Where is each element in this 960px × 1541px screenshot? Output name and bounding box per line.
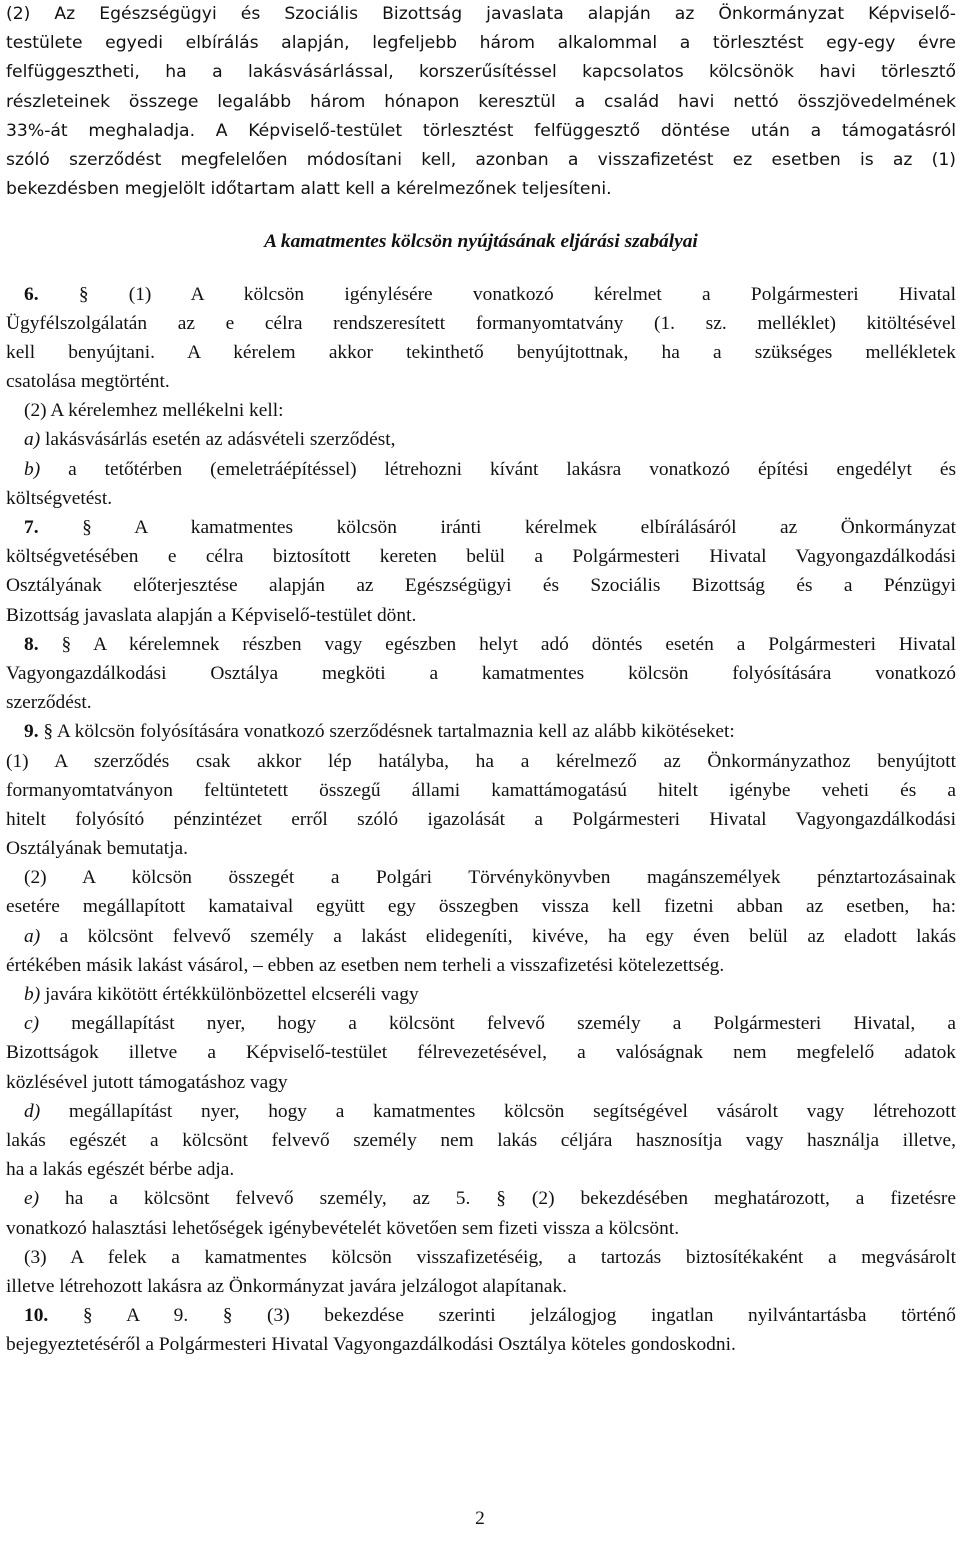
text-line: kell benyújtani. A kérelem akkor tekinthető benyújtottnak, ha a szükséges mellékletek	[6, 341, 956, 363]
section-sign: §	[82, 517, 92, 539]
list-item: b) a tetőtérben (emeletráépítéssel) létrehozni kívánt lakásra vonatkozó építési engedélyt és	[24, 458, 956, 480]
text-line: formanyomtatványon feltüntetett összegű állami kamattámogatású hitelt igénybe veheti és a	[6, 779, 956, 801]
section-sign: §	[82, 1305, 93, 1327]
text-line: részleteinek összege legalább három hónapon keresztül a család havi nettó összjövedelmének	[6, 91, 956, 112]
section-7	[6, 513, 956, 630]
text-line: szóló szerződést megfelelően módosítani kell, azonban a visszafizetést ez esetben is az (1)	[6, 149, 956, 170]
section-number: 6.	[24, 283, 39, 305]
text-line: értékében másik lakást vásárol, – ebben az esetben nem terheli a visszafizetési kötelezettség.	[6, 954, 725, 976]
text-line: lakás egészét a kölcsönt felvevő személy nem lakás céljára hasznosítja vagy használja illetve,	[6, 1129, 956, 1151]
text-line: vonatkozó halasztási lehetőségek igénybevételét követően sem fizeti vissza a kölcsönt.	[6, 1217, 680, 1239]
text-line: (3) A felek a kamatmentes kölcsön visszafizetéséig, a tartozás biztosítékaként a megvásárolt	[24, 1246, 956, 1268]
text-line: 7. § A kamatmentes kölcsön iránti kérelmek elbírálásáról az Önkormányzat	[24, 517, 956, 539]
text-line: (2) Az Egészségügyi és Szociális Bizottság javaslata alapján az Önkormányzat Képviselő-	[6, 4, 956, 24]
text-line: költségvetést.	[6, 487, 113, 509]
text-line: Osztályának bemutatja.	[6, 838, 188, 860]
text-line: (2) A kérelemhez mellékelni kell:	[24, 400, 284, 422]
text-line: Vagyongazdálkodási Osztálya megköti a kamatmentes kölcsön folyósítására vonatkozó	[6, 662, 956, 684]
text-line: Osztályának előterjesztése alapján az Egészségügyi és Szociális Bizottság és a Pénzügyi	[6, 575, 956, 597]
list-item: e) ha a kölcsönt felvevő személy, az 5. § (2) bekezdésében meghatározott, a fizetésre	[24, 1188, 956, 1210]
text-line: 8. § A kérelemnek részben vagy egészben helyt adó döntés esetén a Polgármesteri Hivatal	[24, 633, 956, 655]
text-line: 10. § A 9. § (3) bekezdése szerinti jelzálogjog ingatlan nyilvántartásba történő	[24, 1305, 956, 1327]
section-10	[6, 1301, 956, 1359]
text-line: illetve létrehozott lakásra az Önkormányzat javára jelzálogot alapítanak.	[6, 1275, 567, 1297]
page-number: 2	[475, 1508, 485, 1529]
list-item: a) a kölcsönt felvevő személy a lakást elidegeníti, kivéve, ha egy éven belül az eladott lakás	[24, 925, 956, 947]
section-sign: §	[78, 283, 89, 305]
list-item: c) megállapítást nyer, hogy a kölcsönt felvevő személy a Polgármesteri Hivatal, a	[24, 1013, 956, 1035]
document-page	[6, 0, 956, 1359]
text-line: 9. § A kölcsön folyósítására vonatkozó szerződésnek tartalmaznia kell az alább kikötéseket:	[24, 721, 735, 743]
section-number: 9.	[24, 721, 39, 743]
text-line: (1) A szerződés csak akkor lép hatályba, ha a kérelmező az Önkormányzathoz benyújtott	[6, 750, 956, 772]
section-number: 8.	[24, 633, 39, 655]
text-line: közlésével jutott támogatáshoz vagy	[6, 1071, 288, 1093]
text-line: testülete egyedi elbírálás alapján, legfeljebb három alkalommal a törlesztést egy-egy évre	[6, 33, 956, 54]
paragraph-suspension	[6, 0, 956, 204]
text-line: 33%-át meghaladja. A Képviselő-testület törlesztést felfüggesztő döntése után a támogatásról	[6, 120, 956, 141]
text-line: (2) A kölcsön összegét a Polgári Törvénykönyvben magánszemélyek pénztartozásainak	[24, 867, 956, 889]
section-number: 10.	[24, 1305, 49, 1327]
section-number: 7.	[24, 517, 39, 539]
section-sign: §	[43, 721, 54, 743]
section-title: A kamatmentes kölcsön nyújtásának eljárási szabályai	[264, 231, 698, 253]
section-sign: §	[61, 633, 72, 655]
text-line: 6. § (1) A kölcsön igénylésére vonatkozó kérelmet a Polgármesteri Hivatal	[24, 283, 956, 305]
text-line: esetére megállapított kamataival együtt egy összegben vissza kell fizetni abban az esetben, ha:	[6, 896, 956, 918]
text-line: Bizottság javaslata alapján a Képviselő-testület dönt.	[6, 604, 417, 626]
text-line: bejegyeztetéséről a Polgármesteri Hivatal Vagyongazdálkodási Osztálya köteles gondoskodni.	[6, 1334, 736, 1356]
list-item: a) lakásvásárlás esetén az adásvételi szerződést,	[24, 429, 396, 451]
text-line: költségvetésében e célra biztosított kereten belül a Polgármesteri Hivatal Vagyongazdálkodási	[6, 546, 956, 568]
text-line: Ügyfélszolgálatán az e célra rendszeresített formanyomtatvány (1. sz. melléklet) kitöltésével	[6, 312, 956, 334]
text-line: Bizottságok illetve a Képviselő-testület félrevezetésével, a valóságnak nem megfelelő adatok	[6, 1042, 956, 1064]
text-line: csatolása megtörtént.	[6, 371, 170, 393]
section-6	[6, 280, 956, 514]
list-item: d) megállapítást nyer, hogy a kamatmentes kölcsön segítségével vásárolt vagy létrehozott	[24, 1100, 956, 1122]
text-line: ha a lakás egészét bérbe adja.	[6, 1159, 235, 1181]
list-item: b) javára kikötött értékkülönbözettel elcseréli vagy	[24, 984, 419, 1006]
text-line: bekezdésben megjelölt időtartam alatt kell a kérelmezőnek teljesíteni.	[6, 179, 612, 200]
text-line: szerződést.	[6, 692, 92, 714]
text-line: felfüggesztheti, ha a lakásvásárlással, korszerűsítéssel kapcsolatos kölcsönök havi törlesztő	[6, 62, 956, 83]
text-line: hitelt folyósító pénzintézet erről szóló igazolását a Polgármesteri Hivatal Vagyongazdálkodási	[6, 808, 956, 830]
section-9	[6, 717, 956, 1301]
section-8	[6, 630, 956, 718]
